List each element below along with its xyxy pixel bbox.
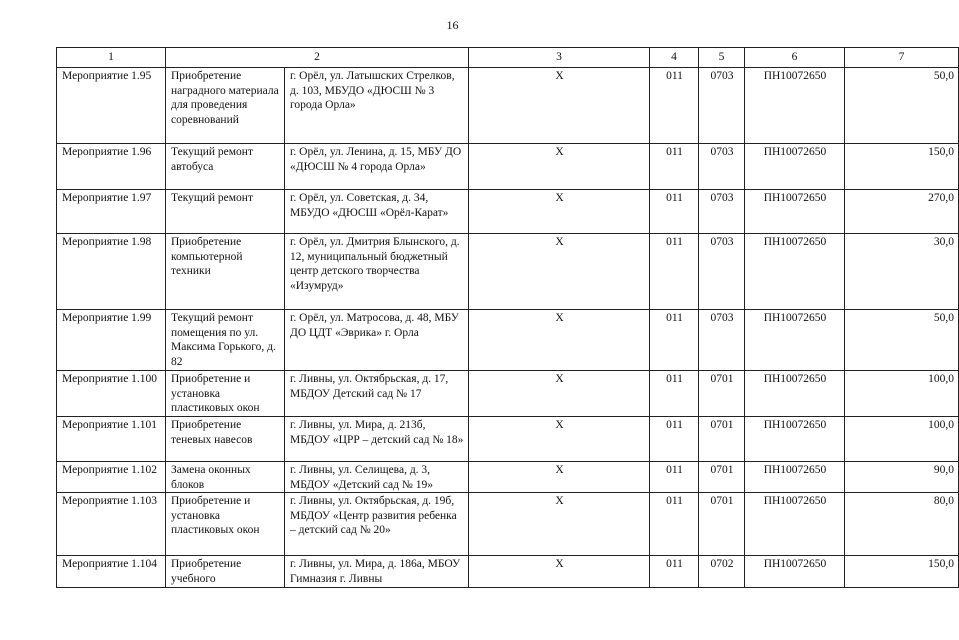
cell-amount: 100,0 <box>845 417 959 462</box>
column-header: 7 <box>845 48 959 68</box>
activity-address: г. Орёл, ул. Латышских Стрелков, д. 103, МБУДО «ДЮСШ № 3 города Орла» <box>285 68 469 144</box>
cell-section: 0701 <box>699 417 745 462</box>
cell-code: 011 <box>650 493 699 556</box>
activity-name: Приобретение наградного материала для проведения соревнований <box>166 68 285 144</box>
cell-x: Х <box>469 310 650 371</box>
cell-amount: 30,0 <box>845 234 959 310</box>
activity-address: г. Орёл, ул. Советская, д. 34, МБУДО «ДЮСШ «Орёл-Карат» <box>285 190 469 234</box>
activity-number: Мероприятие 1.100 <box>57 371 166 417</box>
cell-code: 011 <box>650 310 699 371</box>
cell-code: 011 <box>650 462 699 493</box>
table-row <box>57 462 959 493</box>
activity-name: Приобретение и установка пластиковых окон <box>166 493 285 556</box>
activity-address: г. Ливны, ул. Мира, д. 213б, МБДОУ «ЦРР – детский сад № 18» <box>285 417 469 462</box>
column-header: 5 <box>699 48 745 68</box>
table-row <box>57 371 959 417</box>
activity-name: Приобретение и установка пластиковых окон <box>166 371 285 417</box>
table-row <box>57 68 959 144</box>
cell-x: Х <box>469 68 650 144</box>
cell-amount: 270,0 <box>845 190 959 234</box>
cell-target: ПН10072650 <box>745 68 845 144</box>
table-row <box>57 417 959 462</box>
cell-code: 011 <box>650 417 699 462</box>
cell-target: ПН10072650 <box>745 417 845 462</box>
cell-section: 0703 <box>699 144 745 190</box>
cell-target: ПН10072650 <box>745 556 845 588</box>
activity-number: Мероприятие 1.104 <box>57 556 166 588</box>
cell-code: 011 <box>650 234 699 310</box>
table-row <box>57 493 959 556</box>
activity-name: Текущий ремонт <box>166 190 285 234</box>
cell-section: 0703 <box>699 68 745 144</box>
cell-x: Х <box>469 556 650 588</box>
activity-address: г. Ливны, ул. Мира, д. 186а, МБОУ Гимназия г. Ливны <box>285 556 469 588</box>
table-row <box>57 190 959 234</box>
cell-amount: 150,0 <box>845 556 959 588</box>
cell-section: 0703 <box>699 190 745 234</box>
cell-amount: 50,0 <box>845 310 959 371</box>
cell-target: ПН10072650 <box>745 493 845 556</box>
activity-address: г. Орёл, ул. Матросова, д. 48, МБУ ДО ЦДТ «Эврика» г. Орла <box>285 310 469 371</box>
cell-target: ПН10072650 <box>745 234 845 310</box>
cell-x: Х <box>469 462 650 493</box>
activity-address: г. Орёл, ул. Ленина, д. 15, МБУ ДО «ДЮСШ № 4 города Орла» <box>285 144 469 190</box>
activity-name: Приобретение теневых навесов <box>166 417 285 462</box>
cell-target: ПН10072650 <box>745 144 845 190</box>
cell-code: 011 <box>650 68 699 144</box>
table-row <box>57 310 959 371</box>
activity-number: Мероприятие 1.97 <box>57 190 166 234</box>
cell-code: 011 <box>650 144 699 190</box>
cell-amount: 90,0 <box>845 462 959 493</box>
activity-number: Мероприятие 1.98 <box>57 234 166 310</box>
cell-target: ПН10072650 <box>745 462 845 493</box>
cell-code: 011 <box>650 556 699 588</box>
activity-number: Мероприятие 1.96 <box>57 144 166 190</box>
cell-amount: 80,0 <box>845 493 959 556</box>
column-header: 4 <box>650 48 699 68</box>
cell-amount: 100,0 <box>845 371 959 417</box>
cell-x: Х <box>469 190 650 234</box>
cell-x: Х <box>469 144 650 190</box>
activity-address: г. Ливны, ул. Октябрьская, д. 17, МБДОУ Детский сад № 17 <box>285 371 469 417</box>
cell-code: 011 <box>650 190 699 234</box>
cell-target: ПН10072650 <box>745 190 845 234</box>
column-header: 6 <box>745 48 845 68</box>
column-header: 3 <box>469 48 650 68</box>
column-header: 2 <box>166 48 469 68</box>
cell-section: 0701 <box>699 493 745 556</box>
cell-section: 0701 <box>699 462 745 493</box>
activity-number: Мероприятие 1.102 <box>57 462 166 493</box>
program-table <box>56 47 959 588</box>
activity-number: Мероприятие 1.99 <box>57 310 166 371</box>
activity-address: г. Ливны, ул. Селищева, д. 3, МБДОУ «Детский сад № 19» <box>285 462 469 493</box>
activity-name: Приобретение учебного <box>166 556 285 588</box>
cell-target: ПН10072650 <box>745 310 845 371</box>
cell-section: 0702 <box>699 556 745 588</box>
activity-address: г. Орёл, ул. Дмитрия Блынского, д. 12, муниципальный бюджетный центр детского творчества «Изумруд» <box>285 234 469 310</box>
cell-amount: 50,0 <box>845 68 959 144</box>
page-number: 16 <box>446 18 459 32</box>
cell-x: Х <box>469 371 650 417</box>
activity-address: г. Ливны, ул. Октябрьская, д. 19б, МБДОУ «Центр развития ребенка – детский сад № 20» <box>285 493 469 556</box>
cell-target: ПН10072650 <box>745 371 845 417</box>
cell-code: 011 <box>650 371 699 417</box>
cell-section: 0703 <box>699 234 745 310</box>
cell-section: 0703 <box>699 310 745 371</box>
cell-x: Х <box>469 234 650 310</box>
activity-name: Замена оконных блоков <box>166 462 285 493</box>
cell-x: Х <box>469 493 650 556</box>
activity-number: Мероприятие 1.103 <box>57 493 166 556</box>
column-header: 1 <box>57 48 166 68</box>
table-row <box>57 234 959 310</box>
cell-x: Х <box>469 417 650 462</box>
cell-amount: 150,0 <box>845 144 959 190</box>
cell-section: 0701 <box>699 371 745 417</box>
activity-name: Текущий ремонт автобуса <box>166 144 285 190</box>
table-row <box>57 556 959 588</box>
activity-name: Приобретение компьютерной техники <box>166 234 285 310</box>
table-row <box>57 144 959 190</box>
activity-number: Мероприятие 1.95 <box>57 68 166 144</box>
activity-number: Мероприятие 1.101 <box>57 417 166 462</box>
table-header-row <box>57 48 959 68</box>
activity-name: Текущий ремонт помещения по ул. Максима Горького, д. 82 <box>166 310 285 371</box>
